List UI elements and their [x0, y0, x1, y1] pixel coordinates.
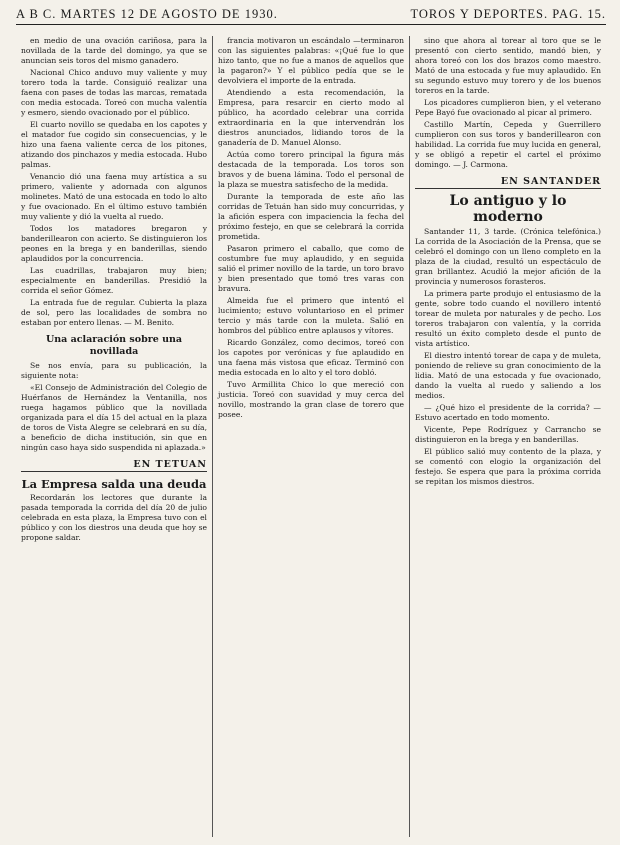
section-santander: EN SANTANDER — [415, 176, 601, 189]
paragraph: El cuarto novillo se quedaba en los capotes y el matador fue cogido sin consecuencias, y le hizo una faena valiente cerca de los pitones, atizando dos pinchazos y media estocada. Hubo palmas. — [21, 120, 207, 169]
headline-empresa: La Empresa salda una deuda — [21, 477, 207, 491]
paragraph: Actúa como torero principal la figura más destacada de la temporada. Los toros son bravos y de buena lámina. Todo el personal de la plaza se muestra satisfecho de la medida. — [218, 150, 404, 189]
paragraph: Venancio dió una faena muy artística a su primero, valiente y adornada con algunos molinetes. Mató de una estocada en todo lo alto y fue ovacionado. En el último estuvo también muy valiente y dió la vuelta al ruedo. — [21, 172, 207, 221]
paragraph: Durante la temporada de este año las corridas de Tetuán han sido muy concurridas, y la afición espera con impaciencia la fecha del próximo festejo, en que se celebrará la corrida prometida. — [218, 192, 404, 241]
paragraph: Todos los matadores bregaron y banderillearon con acierto. Se distinguieron los peones en la brega y en banderillas, siendo aplaudidos por la concurrencia. — [21, 224, 207, 263]
header-date: A B C. MARTES 12 DE AGOSTO DE 1930. — [16, 7, 278, 21]
paragraph: El diestro intentó torear de capa y de muleta, poniendo de relieve su gran conocimiento de la lidia. Mató de una estocada y fue ovacionado, dando la vuelta al ruedo y saliendo a los medios. — [415, 351, 601, 400]
header-section: TOROS Y DEPORTES. PAG. 15. — [410, 7, 606, 21]
paragraph: Almeida fue el primero que intentó el lucimiento; estuvo voluntarioso en el primer tercio y más tarde con la muleta. Salió en hombros del público entre aplausos y vítores. — [218, 296, 404, 335]
column-2 — [212, 36, 409, 837]
column-1 — [16, 36, 212, 837]
paragraph: Recordarán los lectores que durante la pasada temporada la corrida del día 20 de julio celebrada en esta plaza, la Empresa tuvo con el público y con los diestros una deuda que hoy se propone saldar. — [21, 493, 207, 542]
paragraph: Se nos envía, para su publicación, la siguiente nota: — [21, 361, 207, 380]
paragraph: Santander 11, 3 tarde. (Crónica telefónica.) La corrida de la Asociación de la Prensa, que se celebró el domingo con un lleno completo en la plaza de la ciudad, resultó un espectáculo de gran brillantez. Acudió la mejor afición de la provincia y numerosos forasteros. — [415, 227, 601, 286]
paragraph: Ricardo González, como decimos, toreó con los capotes por verónicas y fue aplaudido en una faena más vistosa que eficaz. Terminó con media estocada en lo alto y el toro dobló. — [218, 338, 404, 377]
paragraph: en medio de una ovación cariñosa, para la novillada de la tarde del domingo, ya que se anuncian seis toros del mismo ganadero. — [21, 36, 207, 65]
paragraph: «El Consejo de Administración del Colegio de Huérfanos de Hernández la Ventanilla, nos ruega hagamos público que la novillada organizada para el día 15 del actual en la plaza de toros de Vista Alegre se celebrará en su día, a beneficio de dicha institución, sin que en ningún caso haya sido suspendida ni aplazada.» — [21, 383, 207, 452]
paragraph: Pasaron primero el caballo, que como de costumbre fue muy aplaudido, y en seguida salió el primer novillo de la tarde, un toro bravo y bien presentado que tomó tres varas con bravura. — [218, 244, 404, 293]
headline-antiguo-moderno: Lo antiguo y lo moderno — [449, 193, 567, 225]
paragraph: La entrada fue de regular. Cubierta la plaza de sol, pero las localidades de sombra no estaban por entero llenas. — M. Benito. — [21, 298, 207, 327]
article-columns — [16, 36, 606, 837]
paragraph: Las cuadrillas, trabajaron muy bien; especialmente en banderillas. Presidió la corrida el señor Gómez. — [21, 266, 207, 295]
paragraph: Los picadores cumplieron bien, y el veterano Pepe Bayó fue ovacionado al picar al primero. — [415, 98, 601, 117]
header-rule — [16, 24, 606, 25]
paragraph: Castillo Martín, Cepeda y Guerrillero cumplieron con sus toros y banderillearon con habilidad. La corrida fue muy lucida en general, y se obligó a repetir el cartel el próximo domingo. — J. Carmona. — [415, 120, 601, 169]
paragraph: — ¿Qué hizo el presidente de la corrida? — Estuvo acertado en todo momento. — [415, 403, 601, 422]
paragraph: Nacional Chico anduvo muy valiente y muy torero toda la tarde. Consiguió realizar una faena con pases de todas las marcas, rematada con media estocada. Toreó con mucha valentía y esmero, siendo ovacionado por el público. — [21, 68, 207, 117]
paragraph: francia motivaron un escándalo —terminaron con las siguientes palabras: «¡Qué fue lo que hizo tanto, que no fue a manos de aquellos que la pagaron?» Y el público pedía que se le devolviera el importe de la entrada. — [218, 36, 404, 85]
paragraph: La primera parte produjo el entusiasmo de la gente, sobre todo cuando el novillero intentó torear de muleta por naturales y de pecho. Los toreros trabajaron con valentía, y la corrida resultó un éxito completo desde el punto de vista artístico. — [415, 289, 601, 348]
column-3 — [409, 36, 606, 837]
paragraph: Tuvo Armillita Chico lo que mereció con justicia. Toreó con suavidad y muy cerca del novillo, mostrando la gran clase de torero que posee. — [218, 380, 404, 419]
headline-novillada: Una aclaración sobre una novillada — [45, 334, 183, 357]
page-header — [16, 6, 606, 22]
paragraph: El público salió muy contento de la plaza, y se comentó con elogio la organización del festejo. Se espera que para la próxima corrida se repitan los mismos diestros. — [415, 447, 601, 486]
section-tetuan: EN TETUAN — [21, 459, 207, 472]
paragraph: Atendiendo a esta recomendación, la Empresa, para resarcir en cierto modo al público, ha acordado celebrar una corrida extraordinaria en la que intervendrán los diestros anunciados, lidiando toros de la ganadería de D. Manuel Alonso. — [218, 88, 404, 147]
paragraph: Vicente, Pepe Rodríguez y Carrancho se distinguieron en la brega y en banderillas. — [415, 425, 601, 444]
paragraph: sino que ahora al torear al toro que se le presentó con cierto sentido, mandó bien, y ahora toreó con los dos brazos como maestro. Mató de una estocada y fue muy aplaudido. En su segundo estuvo muy torero y de los buenos toreros en la tarde. — [415, 36, 601, 95]
